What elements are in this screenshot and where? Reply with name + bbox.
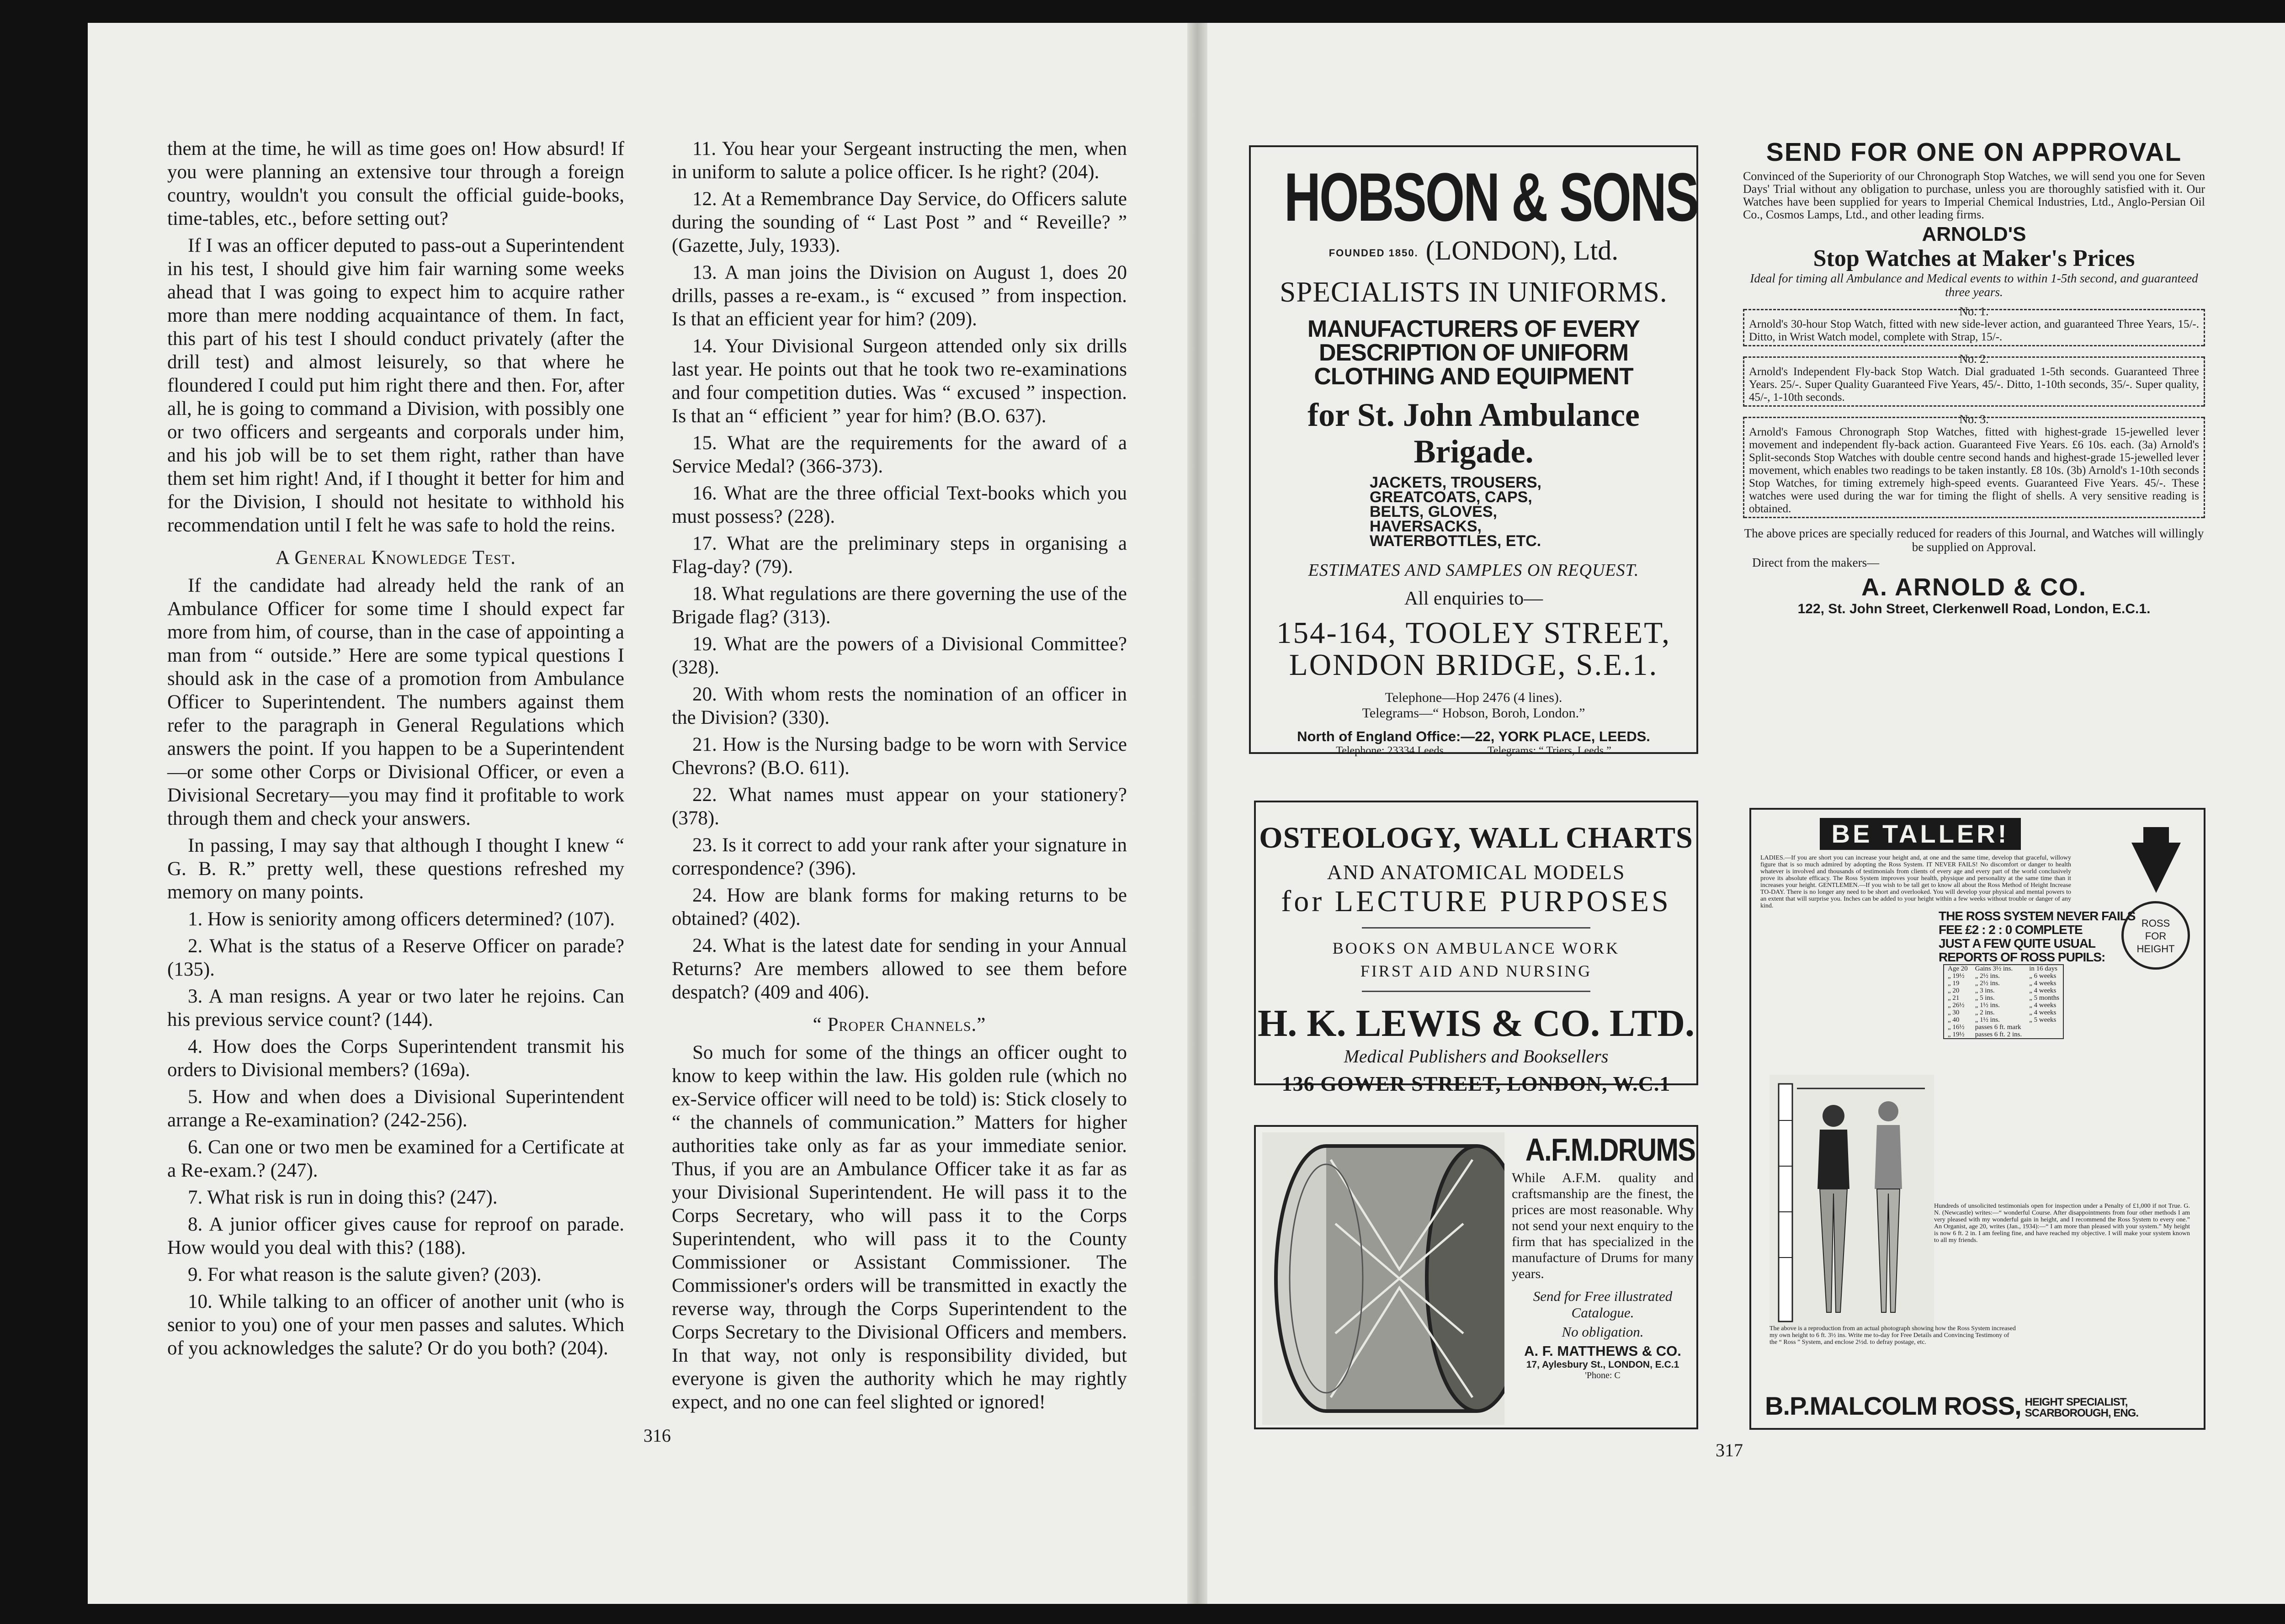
cell: „ 2 ins. bbox=[1975, 1009, 1995, 1016]
ross-caption: The above is a reproduction from an actual photograph showing how the Ross System increased my own height to 6 ft. 3½ ins. Write me to-day for Free Details and Convincing Testimony of the “ Ross ” System, and enclose 2½d. to defray postage, etc. bbox=[1770, 1325, 2016, 1346]
drums-advert bbox=[1254, 1125, 1698, 1429]
question: 7. What risk is run in doing this? (247). bbox=[188, 1187, 498, 1208]
arnold-direct: Direct from the makers— bbox=[1752, 556, 1880, 569]
ross-fee: FEE £2 : 2 : 0 COMPLETE bbox=[1939, 923, 2083, 937]
paragraph: If I was an officer deputed to pass-out a Superintendent in his test, I should give him fair warning some weeks ahead that I was going to expect him to acquire rather more than mere nodding acquaintance of them. In fact, this part of his test I should conduct privately (after the drill test) and almost leisurely, so that where he floundered I could put him right there and then. For, after all, he is going to command a Division, with possibly one or two officers and sergeants and corporals under him, and his job will be to set them right, rather than have them set him right! And, if I thought it better for him and for the Division, I should not hesitate to withhold his recommendation until I felt he was safe to hold the reins. bbox=[167, 235, 624, 536]
cell: „ 19½ bbox=[1948, 972, 1965, 980]
table-row bbox=[1944, 1024, 2063, 1031]
ross-system: THE ROSS SYSTEM NEVER FAILS bbox=[1939, 909, 2136, 923]
question: 4. How does the Corps Superintendent transmit his orders to Divisional members? (169a). bbox=[167, 1036, 624, 1081]
badge-line: HEIGHT bbox=[2136, 943, 2175, 955]
north-telegrams: Telegrams: “ Triers, Leeds.” bbox=[1487, 745, 1611, 757]
hobson-founded bbox=[1260, 235, 1687, 266]
cell: „ 5 weeks bbox=[2029, 1016, 2056, 1024]
section-heading: “ Proper Channels.” bbox=[813, 1014, 986, 1035]
lewis-subtitle: Medical Publishers and Booksellers bbox=[1344, 1046, 1609, 1067]
drums-address: 17, Aylesbury St., LONDON, E.C.1 bbox=[1526, 1359, 1679, 1370]
question: 8. A junior officer gives cause for reproof on parade. How would you deal with this? (188). bbox=[167, 1214, 624, 1258]
cell: „ 30 bbox=[1948, 1009, 1960, 1016]
cell: „ 3 ins. bbox=[1975, 987, 1995, 994]
hobson-london: (LONDON), Ltd. bbox=[1425, 235, 1619, 265]
question: 9. For what reason is the salute given? (203). bbox=[188, 1264, 542, 1285]
drum-illustration bbox=[1262, 1132, 1504, 1425]
question: 6. Can one or two men be examined for a Certificate at a Re-exam.? (247). bbox=[167, 1136, 624, 1181]
hobson-address-2: LONDON BRIDGE, S.E.1. bbox=[1289, 648, 1658, 682]
question: 23. Is it correct to add your rank after your signature in correspondence? (396). bbox=[672, 834, 1127, 879]
ross-title-1: HEIGHT SPECIALIST, bbox=[2025, 1396, 2128, 1409]
arnold-address: 122, St. John Street, Clerkenwell Road, London, E.C.1. bbox=[1797, 601, 2151, 616]
hobson-north-contacts bbox=[1260, 745, 1687, 757]
question: 20. With whom rests the nomination of an officer in the Division? (330). bbox=[672, 684, 1127, 728]
drums-catalogue: Send for Free illustrated Catalogue. bbox=[1533, 1288, 1673, 1321]
hobson-telegrams: Telegrams—“ Hobson, Boroh, London.” bbox=[1362, 706, 1585, 721]
badge-line: ROSS bbox=[2141, 918, 2170, 929]
table-row bbox=[1944, 987, 2063, 994]
hobson-items: JACKETS, TROUSERS, GREATCOATS, CAPS, BELTS, GLOVES, HAVERSACKS, WATERBOTTLES, ETC. bbox=[1370, 474, 1541, 550]
question: 22. What names must appear on your stationery? (378). bbox=[672, 784, 1127, 829]
table-row bbox=[1944, 965, 2063, 972]
cell: „ 4 weeks bbox=[2029, 1002, 2056, 1009]
question: 19. What are the powers of a Divisional Committee? (328). bbox=[672, 633, 1127, 678]
cell: passes 6 ft. mark bbox=[1975, 1024, 2021, 1031]
cell: „ 16½ bbox=[1948, 1024, 1965, 1031]
cell: „ 4 weeks bbox=[2029, 987, 2056, 994]
lewis-address: 136 GOWER STREET, LONDON, W.C.1 bbox=[1281, 1072, 1671, 1095]
divider bbox=[1362, 991, 1590, 992]
cell: „ 1½ ins. bbox=[1975, 1002, 2000, 1009]
question: 1. How is seniority among officers determined? (107). bbox=[188, 908, 615, 930]
question: 17. What are the preliminary steps in organising a Flag-day? (79). bbox=[672, 533, 1127, 578]
lewis-company: H. K. LEWIS & CO. LTD. bbox=[1257, 1002, 1695, 1045]
item-text: Arnold's Famous Chronograph Stop Watches, fitted with highest-grade 15-jewelled lever movement and independent fly-back action. Guaranteed Five Years. £6 10s. each. (3a) Arnold's Split-seconds Stop Watches with double centre second hands and highest-grade 15-jewelled lever movement, which enables two readings to be taken instantly. £8 10s. (3b) Arnold's 1-10th seconds Stop Watches, for timing extremely high-speed events. Guaranteed Five Years. 45/-. These watches were used during the war for timing the flight of shells. A very sensitive reading is obtained. bbox=[1749, 426, 2199, 515]
drums-obligation: No obligation. bbox=[1562, 1324, 1644, 1340]
hobson-estimates: ESTIMATES AND SAMPLES ON REQUEST. bbox=[1308, 561, 1639, 580]
ross-testimonials: Hundreds of unsolicited testimonials open for inspection under a Penalty of £1,000 if not True. G. N. (Newcastle) writes:—“ wonderful Course. After disappointments from four other methods I am very pleased with my wonderful gain in height, and I recommend the Ross System to every one.” An Organist, age 20, writes (Jan., 1934):—“ I am more than pleased with your system.” My height is now 6 ft. 2 in. I am feeling fine, and have reached my objective. I will make your system known to all my friends. bbox=[1934, 1203, 2190, 1244]
item-text: Arnold's 30-hour Stop Watch, fitted with new side-lever action, and guaranteed Three Years, 15/-. Ditto, in Wrist Watch model, complete with Strap, 15/-. bbox=[1749, 318, 2199, 343]
cell: „ 4 weeks bbox=[2029, 980, 2056, 987]
table-row bbox=[1944, 972, 2063, 980]
lewis-advert bbox=[1254, 801, 1698, 1095]
cell: „ 2½ ins. bbox=[1975, 980, 2000, 987]
table-row bbox=[1944, 994, 2063, 1002]
ross-signature bbox=[1765, 1391, 2138, 1421]
question: 13. A man joins the Division on August 1, does 20 drills, passes a re-exam., is “ excused ” from inspection. Is that an efficient year for him? (209). bbox=[672, 262, 1127, 330]
arnold-title: Stop Watches at Maker's Prices bbox=[1813, 245, 2135, 271]
cell: in 16 days bbox=[2029, 965, 2057, 972]
ross-reports-1: JUST A FEW QUITE USUAL bbox=[1939, 936, 2096, 950]
table-row bbox=[1944, 1002, 2063, 1009]
hobson-manufacturers: MANUFACTURERS OF EVERY DESCRIPTION OF UNIFORM CLOTHING AND EQUIPMENT bbox=[1307, 316, 1640, 390]
cell: „ 4 weeks bbox=[2029, 1009, 2056, 1016]
down-arrow-icon bbox=[2131, 843, 2181, 893]
cell: „ 2½ ins. bbox=[1975, 972, 2000, 980]
ross-banner: BE TALLER! bbox=[1820, 818, 2021, 850]
cell: passes 6 ft. 2 ins. bbox=[1975, 1031, 2022, 1038]
cell: „ 40 bbox=[1948, 1016, 1960, 1024]
cell: „ 21 bbox=[1948, 994, 1960, 1002]
page-number-left: 316 bbox=[643, 1425, 671, 1446]
cell: „ 19 bbox=[1948, 980, 1960, 987]
hobson-advert bbox=[1249, 145, 1698, 757]
lewis-line-4: BOOKS ON AMBULANCE WORK bbox=[1332, 939, 1620, 957]
question: 10. While talking to an officer of another unit (who is senior to you) one of your men passes and salutes. Which of you acknowledges the salute? Or do you both? (204). bbox=[167, 1291, 624, 1359]
cell: Gains 3½ ins. bbox=[1975, 965, 2013, 972]
arnold-headline: SEND FOR ONE ON APPROVAL bbox=[1766, 138, 2182, 167]
badge-line: FOR bbox=[2145, 930, 2167, 942]
arnold-item bbox=[1743, 352, 2205, 407]
item-number: No. 2. bbox=[1942, 353, 2006, 366]
drums-description: While A.F.M. quality and craftsmanship are the finest, the prices are most reasonable. Why not send your next enquiry to the firm that has specialized in the manufacture of Drums for many years. bbox=[1512, 1170, 1694, 1281]
paragraph: In passing, I may say that although I thought I knew “ G. B. R.” pretty well, these questions refreshed my memory on many points. bbox=[167, 835, 624, 903]
book-gutter bbox=[1187, 23, 1207, 1604]
left-column bbox=[167, 137, 624, 1364]
section-heading: A General Knowledge Test. bbox=[276, 547, 516, 568]
drums-phone: 'Phone: C bbox=[1585, 1370, 1621, 1380]
arnold-item bbox=[1743, 305, 2205, 346]
ross-advert bbox=[1749, 808, 2205, 1430]
ross-title-2: SCARBOROUGH, ENG. bbox=[2025, 1407, 2139, 1420]
lewis-line-5: FIRST AID AND NURSING bbox=[1360, 962, 1592, 980]
hobson-address-1: 154-164, TOOLEY STREET, bbox=[1276, 616, 1671, 650]
paragraph: them at the time, he will as time goes on! How absurd! If you were planning an extensive tour through a foreign country, wouldn't you consult the official guide-books, time-tables, etc., before setting out? bbox=[167, 138, 624, 229]
ross-reports-2: REPORTS OF ROSS PUPILS: bbox=[1939, 950, 2105, 964]
question: 14. Your Divisional Surgeon attended only six drills last year. He points out that he took two re-examinations and four competition duties. Was “ excused ” inspection. Is that an “ efficient ” year for him? (B.O. 637). bbox=[672, 335, 1127, 427]
hobson-brand: HOBSON & SONS bbox=[1284, 159, 1698, 235]
cell: Age 20 bbox=[1948, 965, 1968, 972]
question: 24. How are blank forms for making returns to be obtained? (402). bbox=[672, 885, 1127, 929]
question: 11. You hear your Sergeant instructing the men, when in uniform to salute a police officer. Is he right? (204). bbox=[672, 138, 1127, 183]
ross-badge bbox=[2121, 901, 2190, 970]
lewis-line-2: AND ANATOMICAL MODELS bbox=[1327, 860, 1626, 884]
hobson-north-office: North of England Office:—22, YORK PLACE, LEEDS. bbox=[1297, 728, 1650, 744]
item-number: No. 3. bbox=[1942, 413, 2006, 426]
arnold-firm: A. ARNOLD & CO. bbox=[1861, 573, 2087, 601]
hobson-enquiries: All enquiries to— bbox=[1404, 588, 1543, 609]
cell: „ 1½ ins. bbox=[1975, 1016, 2000, 1024]
question: 15. What are the requirements for the award of a Service Medal? (366-373). bbox=[672, 432, 1127, 477]
paragraph: If the candidate had already held the rank of an Ambulance Officer for some time I should expect far more from him, of course, than in the case of appointing a man from “ outside.” Here are some typical questions I should ask in the case of a promotion from Ambulance Officer to Superintendent. The numbers against them refer to the paragraph in General Regulations which answers the point. If you happen to be a Superintendent—or some other Corps or Divisional Officer, or even a Divisional Secretary—you may find it profitable to work through them and check your answers. bbox=[167, 575, 624, 829]
item-text: Arnold's Independent Fly-back Stop Watch. Dial graduated 1-5th seconds. Guaranteed Three Years. 25/-. Super Quality Guaranteed Five Years, 45/-. Ditto, 1-10th seconds, 35/-. Super quality, 45/-, 1-10th seconds. bbox=[1749, 366, 2199, 403]
hobson-telephone: Telephone—Hop 2476 (4 lines). bbox=[1385, 690, 1562, 705]
table-row bbox=[1944, 1009, 2063, 1016]
arnold-brand: ARNOLD'S bbox=[1922, 223, 2026, 245]
question: 21. How is the Nursing badge to be worn with Service Chevrons? (B.O. 611). bbox=[672, 734, 1127, 779]
question: 12. At a Remembrance Day Service, do Officers salute during the sounding of “ Last Post ” and “ Reveille? ” (Gazette, July, 1933). bbox=[672, 188, 1127, 256]
cell: „ 5 ins. bbox=[1975, 994, 1995, 1002]
question: 18. What regulations are there governing the use of the Brigade flag? (313). bbox=[672, 583, 1127, 628]
cell: „ 5 months bbox=[2029, 994, 2060, 1002]
drums-title: A.F.M.DRUMS bbox=[1525, 1132, 1695, 1168]
founded-label: FOUNDED 1850. bbox=[1328, 247, 1419, 259]
question: 2. What is the status of a Reserve Officer on parade? (135). bbox=[167, 935, 624, 980]
divider bbox=[1362, 927, 1590, 929]
table-row bbox=[1944, 1016, 2063, 1024]
paragraph: So much for some of the things an officer ought to know to keep within the law. His golden rule (which no ex-Service officer will need to be told) is: Stick closely to “ the channels of communication.” Matters for higher authorities take only as far as your immediate senior. Thus, if you are an Ambulance Officer take it as far as your Divisional Superintendent. He will pass it to the Corps Secretary, who will pass it to the Corps Superintendent, who will pass it to the County Commissioner or Assistant Commissioner. The Commissioner's orders will be transmitted in exactly the reverse way, through the Corps Superintendent to the Corps Secretary to the Divisional Officers and members. In that way, not only is responsibility divided, but everyone is given the authority which he may rightly expect, and no one can feel slighted or ignored! bbox=[672, 1042, 1127, 1413]
arnold-note: The above prices are specially reduced for readers of this Journal, and Watches will willingly be supplied on Approval. bbox=[1744, 526, 2204, 554]
cell: „ 19½ bbox=[1948, 1031, 1965, 1038]
arnold-advert bbox=[1743, 137, 2205, 781]
table-row bbox=[1944, 1031, 2063, 1039]
arnold-intro: Convinced of the Superiority of our Chronograph Stop Watches, we will send you one for Seven Days' Trial without any obligation to purchase, unless you are thoroughly satisfied with it. Our Watches have been supplied for years to Imperial Chemical Industries, Ltd., Anglo-Persian Oil Co., Cosmos Lamps, Ltd., and other leading firms. bbox=[1743, 170, 2205, 221]
drums-maker: A. F. MATTHEWS & CO. bbox=[1524, 1343, 1681, 1359]
cell: „ 26½ bbox=[1948, 1002, 1965, 1009]
question: 24. What is the latest date for sending in your Annual Returns? Are members allowed to see them before despatch? (409 and 406). bbox=[672, 935, 1127, 1003]
cell: „ 6 weeks bbox=[2029, 972, 2056, 980]
lewis-line-3: for LECTURE PURPOSES bbox=[1281, 885, 1671, 918]
hobson-specialists: SPECIALISTS IN UNIFORMS. bbox=[1280, 276, 1668, 308]
page-number-right: 317 bbox=[1716, 1440, 1743, 1460]
north-telephone: Telephone: 23334 Leeds. bbox=[1336, 745, 1446, 757]
height-chart-illustration bbox=[1770, 1075, 1934, 1331]
arnold-item bbox=[1743, 413, 2205, 518]
item-number: No. 1. bbox=[1942, 305, 2006, 318]
table-row bbox=[1944, 980, 2063, 987]
ross-reports-table bbox=[1943, 964, 2064, 1039]
lewis-line-1: OSTEOLOGY, WALL CHARTS bbox=[1259, 821, 1693, 854]
ross-body: LADIES.—If you are short you can increase your height and, at one and the same time, develop that graceful, willowy figure that is so much admired by adopting the Ross System. IT NEVER FAILS! No discomfort or danger to health whatever is involved and thousands of testimonials from clients of every age and every part of the world conclusively prove its absolute efficacy. The Ross System improves your health, physique and personality at the same time than it increases your height. GENTLEMEN.—If you wish to be tall get to know all about the Ross Method of Height Increase TO-DAY. There is no longer any need to be short and overlooked. You will develop your physical and mental powers to an extent that will surprise you. Inches can be added to your height within a few weeks without trouble or danger of any kind. bbox=[1760, 854, 2071, 909]
hobson-st-john: for St. John Ambulance Brigade. bbox=[1307, 397, 1640, 470]
drums-text bbox=[1512, 1131, 1694, 1381]
cell: „ 20 bbox=[1948, 987, 1960, 994]
question: 16. What are the three official Text-books which you must possess? (228). bbox=[672, 483, 1127, 527]
cell bbox=[2025, 1031, 2063, 1039]
cell bbox=[2025, 1024, 2063, 1031]
right-column bbox=[672, 137, 1127, 1417]
question: 5. How and when does a Divisional Superintendent arrange a Re-examination? (242-256). bbox=[167, 1086, 624, 1131]
ross-name: B.P.MALCOLM ROSS, bbox=[1765, 1391, 2021, 1420]
question: 3. A man resigns. A year or two later he rejoins. Can his previous service count? (144). bbox=[167, 986, 624, 1030]
arnold-tagline: Ideal for timing all Ambulance and Medical events to within 1-5th second, and guaranteed three years. bbox=[1750, 271, 2198, 299]
